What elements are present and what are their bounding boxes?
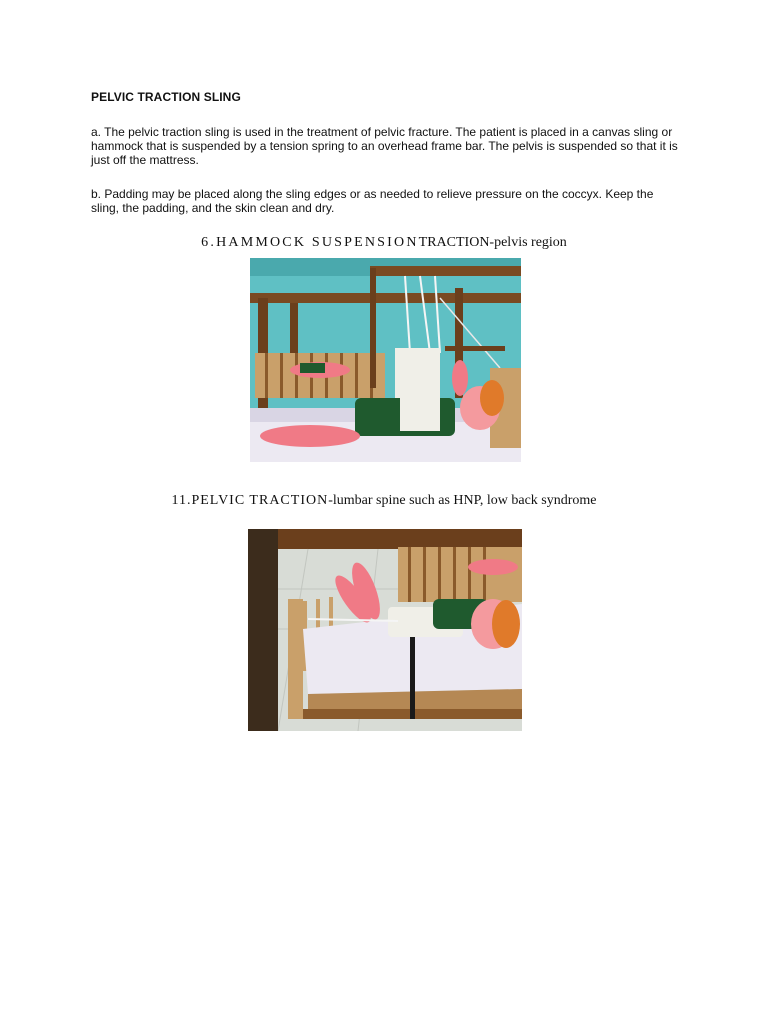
section-heading: PELVIC TRACTION SLING <box>91 90 241 104</box>
caption-pelvic-title: 11.PELVIC TRACTION <box>171 493 329 508</box>
figure-caption-hammock <box>0 235 768 251</box>
caption-pelvic-rest: -lumbar spine such as HNP, low back syndrome <box>328 493 597 508</box>
caption-hammock-title: 6.HAMMOCK SUSPENSION <box>201 235 419 250</box>
photo-hammock-illustration <box>250 258 521 462</box>
photo-pelvic-illustration <box>248 529 522 731</box>
paragraph-b: b. Padding may be placed along the sling edges or as needed to relieve pressure on the coccyx. Keep the sling, the padding, and the skin clean and dry. <box>91 187 654 215</box>
photo-hammock-suspension <box>250 258 521 462</box>
paragraph-a: a. The pelvic traction sling is used in the treatment of pelvic fracture. The patient is placed in a canvas sling or hammock that is suspended by a tension spring to an overhead frame bar. The pelvis is suspended so that it is just off the mattress. <box>91 125 678 167</box>
photo-pelvic-traction <box>248 529 522 731</box>
caption-hammock-rest: TRACTION-pelvis region <box>418 235 567 250</box>
figure-caption-pelvic <box>0 493 768 509</box>
